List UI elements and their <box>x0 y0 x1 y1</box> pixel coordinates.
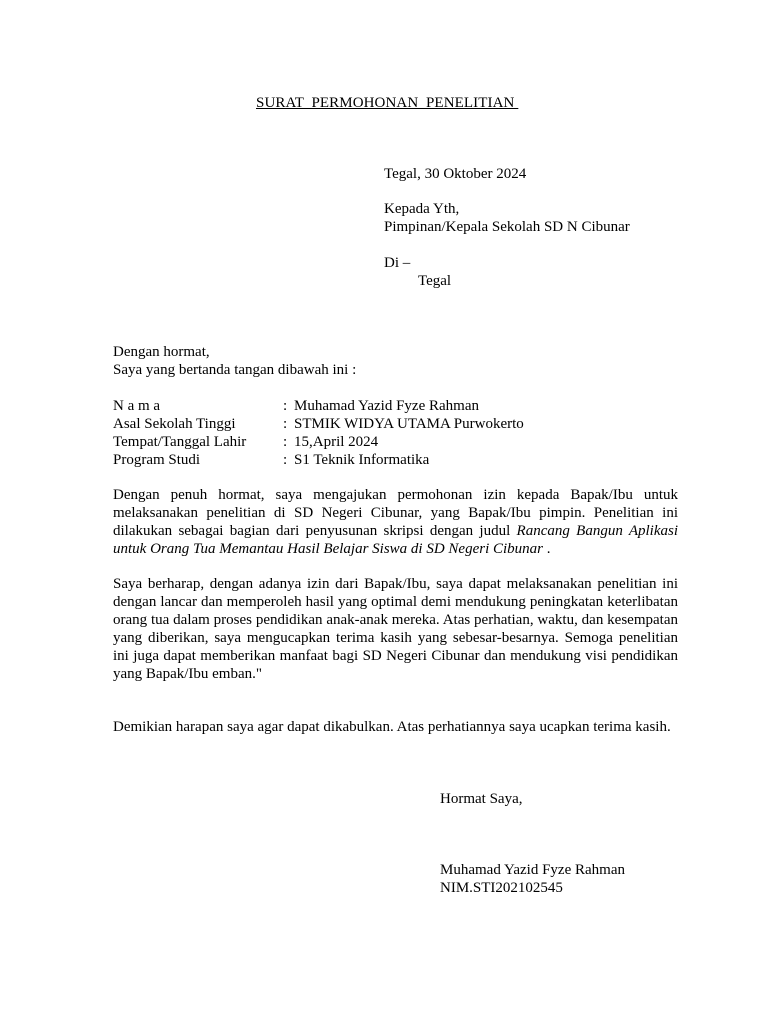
signature-name: Muhamad Yazid Fyze Rahman <box>440 862 625 878</box>
paragraph-request-text: Dengan penuh hormat, saya mengajukan permohonan izin kepada Bapak/Ibu untuk melaksanakan penelitian di SD Negeri Cibunar, yang Bapak/Ibu pimpin. Penelitian ini dilakukan sebagai bagian dari penyusunan skripsi dengan judul <box>113 487 678 539</box>
identity-colon: : <box>283 416 288 432</box>
identity-colon: : <box>283 452 288 468</box>
place-date: Tegal, 30 Oktober 2024 <box>384 166 527 182</box>
identity-value: S1 Teknik Informatika <box>294 452 430 468</box>
identity-label: Asal Sekolah Tinggi <box>113 416 236 432</box>
paragraph-hope: Saya berharap, dengan adanya izin dari Bapak/Ibu, saya dapat melaksanakan penelitian ini dengan lancar dan memperoleh hasil yang optimal demi mendukung peningkatan keterlibatan orang tua dalam proses pendidikan anak-anak mereka. Atas perhatian, waktu, dan kesempatan yang diberikan, saya mengucapkan terima kasih yang sebesar-besarnya. Semoga penelitian ini juga dapat memberikan manfaat bagi SD Negeri Cibunar dan mendukung visi pendidikan yang Bapak/Ibu emban." <box>113 576 678 682</box>
opening-salutation: Dengan hormat, <box>113 344 210 360</box>
signature-salutation: Hormat Saya, <box>440 791 523 807</box>
intro-text: Saya yang bertanda tangan dibawah ini : <box>113 362 357 378</box>
identity-colon: : <box>283 398 288 414</box>
closing-text: Demikian harapan saya agar dapat dikabulkan. Atas perhatiannya saya ucapkan terima kasih. <box>113 719 671 735</box>
identity-row-program <box>113 451 673 469</box>
identity-value: Muhamad Yazid Fyze Rahman <box>294 398 479 414</box>
paragraph-request <box>113 486 678 558</box>
identity-value: 15,April 2024 <box>294 434 379 450</box>
identity-label: Program Studi <box>113 452 201 468</box>
identity-label: Tempat/Tanggal Lahir <box>113 434 247 450</box>
recipient-greeting: Kepada Yth, <box>384 201 460 217</box>
thesis-title: Rancang Bangun Aplikasi untuk Orang Tua Memantau Hasil Belajar Siswa di SD Negeri Cibunar <box>113 523 678 557</box>
letter-title: SURAT PERMOHONAN PENELITIAN <box>256 95 519 111</box>
recipient-city: Tegal <box>418 273 452 289</box>
identity-value: STMIK WIDYA UTAMA Purwokerto <box>294 416 524 432</box>
identity-row-birth <box>113 433 673 451</box>
recipient-di: Di – <box>384 255 411 271</box>
paragraph-request-end: . <box>543 541 551 557</box>
identity-label: N a m a <box>113 398 161 414</box>
identity-row-name <box>113 397 673 415</box>
signature-nim: NIM.STI202102545 <box>440 880 563 896</box>
identity-row-school <box>113 415 673 433</box>
identity-colon: : <box>283 434 288 450</box>
recipient-name: Pimpinan/Kepala Sekolah SD N Cibunar <box>384 219 630 235</box>
